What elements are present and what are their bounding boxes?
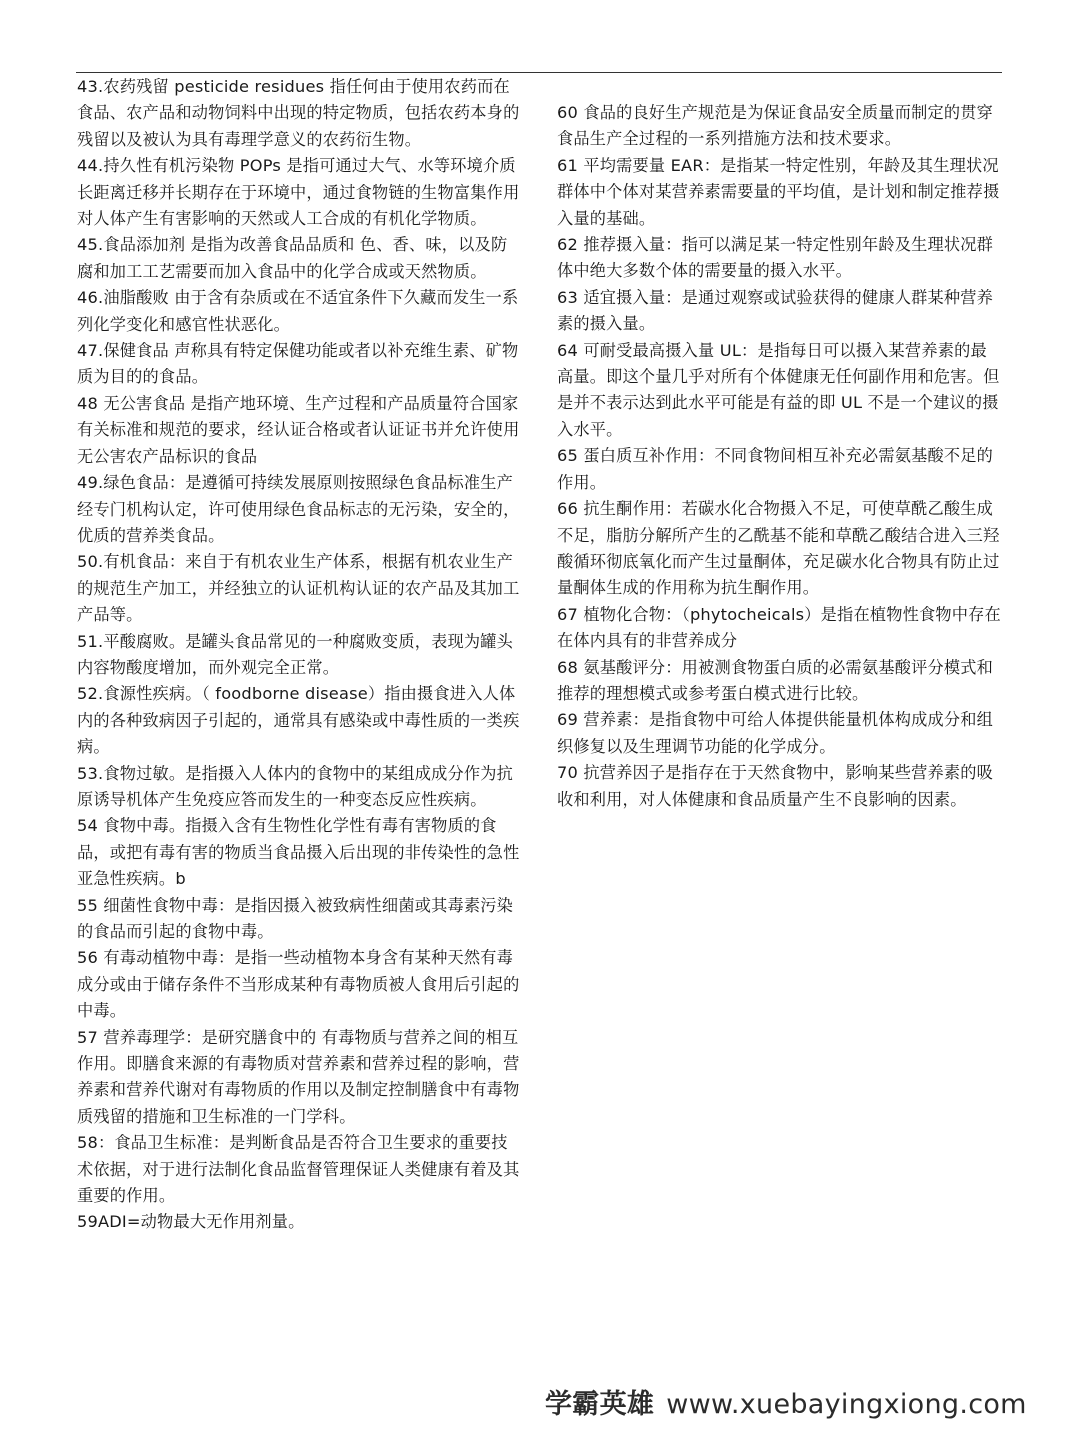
entry-64: 64 可耐受最高摄入量 UL：是指每日可以摄入某营养素的最高量。即这个量几乎对所有个体健康无任何副作用和危害。但是并不表示达到此水平可能是有益的即 UL 不是一个建议的摄入水平。 — [557, 340, 1000, 439]
entry-62: 62 推荐摄入量：指可以满足某一特定性别年龄及生理状况群体中绝大多数个体的需要量的摄入水平。 — [557, 235, 994, 281]
right-column — [557, 100, 1003, 813]
entry-52: 52.食源性疾病。（ foodborne disease）指由摄食进入人体内的各种致病因子引起的，通常具有感染或中毒性质的一类疾病。 — [77, 684, 520, 757]
watermark-url: www.xuebayingxiong.com — [666, 1389, 1027, 1420]
entry-58: 58：食品卫生标准：是判断食品是否符合卫生要求的重要技术依据，对于进行法制化食品监督管理保证人类健康有着及其重要的作用。 — [77, 1133, 520, 1206]
entry-51: 51.平酸腐败。是罐头食品常见的一种腐败变质，表现为罐头内容物酸度增加，而外观完全正常。 — [77, 631, 514, 677]
header-rule — [76, 72, 1002, 73]
entry-59: 59ADI=动物最大无作用剂量。 — [77, 1212, 305, 1232]
entry-54: 54 食物中毒。指摄入含有生物性化学性有毒有害物质的食品，或把有毒有害的物质当食品摄入后出现的非传染性的急性亚急性疾病。b — [77, 816, 520, 889]
entry-44: 44.持久性有机污染物 POPs 是指可通过大气、水等环境介质长距离迁移并长期存在于环境中，通过食物链的生物富集作用对人体产生有害影响的天然或人工合成的有机化学物质。 — [77, 156, 520, 229]
entry-53: 53.食物过敏。是指摄入人体内的食物中的某组成成分作为抗原诱导机体产生免疫应答而发生的一种变态反应性疾病。 — [77, 763, 514, 809]
entry-65: 65 蛋白质互补作用：不同食物间相互补充必需氨基酸不足的作用。 — [557, 446, 994, 492]
entry-56: 56 有毒动植物中毒：是指一些动植物本身含有某种天然有毒成分或由于储存条件不当形成某种有毒物质被人食用后引起的中毒。 — [77, 948, 520, 1021]
entry-61: 61 平均需要量 EAR：是指某一特定性别，年龄及其生理状况群体中个体对某营养素需要量的平均值，是计划和制定推荐摄入量的基础。 — [557, 155, 1000, 228]
entry-69: 69 营养素：是指食物中可给人体提供能量机体构成成分和组织修复以及生理调节功能的化学成分。 — [557, 710, 994, 756]
watermark-brand: 学霸英雄 — [545, 1389, 655, 1420]
entry-66: 66 抗生酮作用：若碳水化合物摄入不足，可使草酰乙酸生成不足，脂肪分解所产生的乙酰基不能和草酰乙酸结合进入三羟酸循环彻底氧化而产生过量酮体，充足碳水化合物具有防止过量酮体生成的作用称为抗生酮作用。 — [557, 499, 1000, 598]
entry-49: 49.绿色食品：是遵循可持续发展原则按照绿色食品标准生产经专门机构认定，许可使用绿色食品标志的无污染，安全的，优质的营养类食品。 — [77, 473, 520, 545]
entry-48: 48 无公害食品 是指产地环境、生产过程和产品质量符合国家有关标准和规范的要求，经认证合格或者认证证书并允许使用无公害农产品标识的食品 — [77, 393, 520, 466]
entry-57: 57 营养毒理学：是研究膳食中的 有毒物质与营养之间的相互作用。即膳食来源的有毒物质对营养素和营养过程的影响，营养素和营养代谢对有毒物质的作用以及制定控制膳食中有毒物质残留的措施和卫生标准的一门学科。 — [77, 1027, 520, 1126]
entry-70: 70 抗营养因子是指存在于天然食物中，影响某些营养素的吸收和利用，对人体健康和食品质量产生不良影响的因素。 — [557, 763, 994, 809]
entry-60: 60 食品的良好生产规范是为保证食品安全质量而制定的贯穿食品生产全过程的一系列措施方法和技术要求。 — [557, 103, 994, 149]
entry-46: 46.油脂酸败 由于含有杂质或在不适宜条件下久藏而发生一系列化学变化和感官性状恶化。 — [77, 288, 519, 334]
site-watermark — [545, 1387, 1027, 1423]
entry-50: 50.有机食品：来自于有机农业生产体系，根据有机农业生产的规范生产加工，并经独立的认证机构认证的农产品及其加工产品等。 — [77, 552, 520, 625]
entry-63: 63 适宜摄入量：是通过观察或试验获得的健康人群某种营养素的摄入量。 — [557, 287, 994, 334]
entry-45: 45.食品添加剂 是指为改善食品品质和 色、香、味，以及防腐和加工工艺需要而加入食品中的化学合成或天然物质。 — [77, 235, 508, 281]
left-column — [77, 74, 523, 1236]
entry-67: 67 植物化合物：（phytocheicals）是指在植物性食物中存在在体内具有的非营养成分 — [557, 604, 1001, 651]
entry-55: 55 细菌性食物中毒：是指因摄入被致病性细菌或其毒素污染的食品而引起的食物中毒。 — [77, 895, 514, 941]
entry-68: 68 氨基酸评分：用被测食物蛋白质的必需氨基酸评分模式和推荐的理想模式或参考蛋白模式进行比较。 — [557, 657, 994, 703]
entry-43: 43.农药残留 pesticide residues 指任何由于使用农药而在食品、农产品和动物饲料中出现的特定物质，包括农药本身的残留以及被认为具有毒理学意义的农药衍生物。 — [77, 77, 520, 149]
entry-47: 47.保健食品 声称具有特定保健功能或者以补充维生素、矿物质为目的的食品。 — [77, 341, 519, 387]
